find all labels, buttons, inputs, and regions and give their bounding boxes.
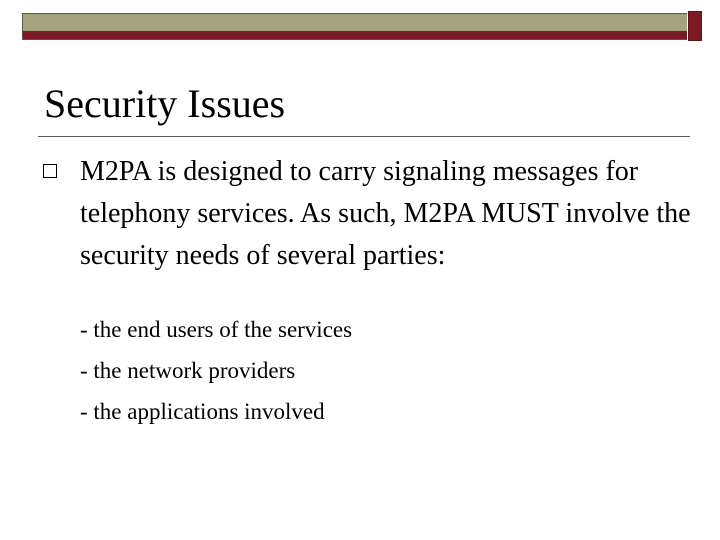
title-divider bbox=[38, 136, 690, 137]
header-olive-band bbox=[23, 14, 687, 31]
sub-item-network-providers: - the network providers bbox=[80, 358, 296, 383]
bullet-text: M2PA is designed to carry signaling messages for telephony services. As such, M2PA MUST involve the security needs of several parties: bbox=[80, 156, 691, 271]
sub-item-applications: - the applications involved bbox=[80, 399, 325, 424]
header-corner-block bbox=[687, 11, 702, 41]
sub-item-list bbox=[80, 309, 680, 432]
slide-title: Security Issues bbox=[44, 81, 286, 126]
header-maroon-band bbox=[23, 31, 687, 40]
sub-item-end-users: - the end users of the services bbox=[80, 317, 353, 342]
header-decoration-bar bbox=[22, 13, 688, 40]
square-bullet-icon bbox=[43, 164, 57, 178]
